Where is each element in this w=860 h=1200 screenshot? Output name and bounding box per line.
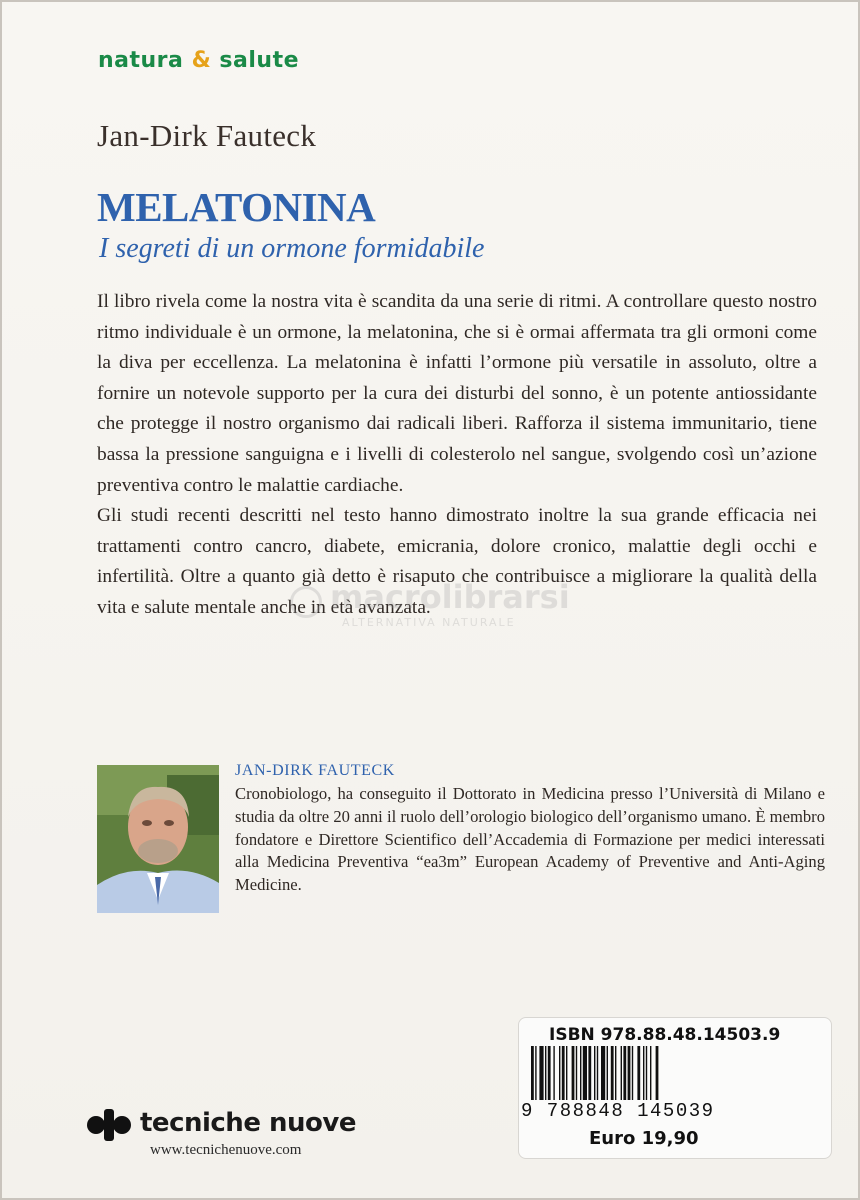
barcode-bar (607, 1046, 608, 1100)
publisher-url[interactable]: www.tecnichenuove.com (150, 1142, 302, 1158)
barcode-bar (632, 1046, 633, 1100)
barcode-bar (539, 1046, 543, 1100)
barcode-bar (597, 1046, 598, 1100)
bio-text: Cronobiologo, ha conseguito il Dottorato in Medicina presso l’Università di Milano e studia da oltre 20 anni il ruolo dell’orologio biologico dell’organismo umano. È membro fondatore e Direttore Scientifico dell’Accademia di Formazione per medici interessati alla Medicina Preventiva “ea3m” European Academy of Preventive and Anti-Aging Medicine. (235, 784, 825, 895)
barcode-bars (531, 1046, 761, 1100)
bio-author-name: JAN-DIRK FAUTECK (235, 762, 395, 779)
barcode-bar (621, 1046, 622, 1100)
book-subtitle: I segreti di un ormone formidabile (99, 233, 485, 264)
price-label: Euro 19,90 (589, 1128, 699, 1149)
barcode-bar (531, 1046, 534, 1100)
barcode-bar (576, 1046, 577, 1100)
barcode-bar (637, 1046, 640, 1100)
watermark (290, 578, 620, 638)
barcode-bar (566, 1046, 567, 1100)
barcode-bar (535, 1046, 536, 1100)
barcode-bar (559, 1046, 560, 1100)
barcode-bar (628, 1046, 631, 1100)
barcode-bar (545, 1046, 546, 1100)
series-logo (98, 48, 299, 73)
barcode-bar (615, 1046, 616, 1100)
author-portrait-image (97, 765, 219, 913)
barcode-bar (548, 1046, 551, 1100)
watermark-sub-text: ALTERNATIVA NATURALE (342, 616, 516, 629)
watermark-main-text: macrolibrarsi (330, 578, 570, 616)
author-name: Jan-Dirk Fauteck (97, 118, 317, 153)
book-title: MELATONINA (97, 184, 376, 230)
series-word-2: salute (219, 48, 300, 73)
barcode-sticker (518, 1017, 832, 1159)
publisher-logo-icon (84, 1105, 134, 1145)
watermark-logo-icon (290, 586, 322, 618)
barcode-bar (650, 1046, 651, 1100)
book-description (97, 287, 817, 624)
barcode-bar (623, 1046, 626, 1100)
barcode-bar (601, 1046, 605, 1100)
description-paragraph: Il libro rivela come la nostra vita è scandita da una serie di ritmi. A controllare questo nostro ritmo individuale è un ormone, la melatonina, che si è ormai affermata tra gli ormoni come la diva per eccellenza. La melatonina è infatti l’ormone più versatile in assoluto, oltre a fornire un notevole supporto per la cura dei disturbi del sonno, è un potente antiossidante che protegge il nostro organismo dai radicali liberi. Rafforza il sistema immunitario, tiene bassa la pressione sanguigna e i livelli di colesterolo nel sangue, svolgendo così un’azione preventiva contro le malattie cardiache. (97, 291, 817, 496)
barcode-bar (611, 1046, 614, 1100)
author-photo (97, 765, 219, 913)
barcode-bar (553, 1046, 554, 1100)
barcode-bar (580, 1046, 581, 1100)
barcode-bar (588, 1046, 591, 1100)
barcode-bar (656, 1046, 659, 1100)
description-paragraph: Gli studi recenti descritti nel testo hanno dimostrato inoltre la sua grande efficacia nei trattamenti contro cancro, diabete, emicrania, dolore cronico, malattie degli occhi e infertilità. Oltre a quanto già detto è risaputo che contribuisce a migliorare la qualità della vita e salute mentale anche in età avanzata. (97, 505, 817, 618)
isbn-label: ISBN 978.88.48.14503.9 (549, 1025, 781, 1045)
barcode-bar (583, 1046, 587, 1100)
barcode-bar (646, 1046, 647, 1100)
publisher-name: tecniche nuove (140, 1108, 356, 1138)
barcode-bar (572, 1046, 575, 1100)
barcode-bar (594, 1046, 595, 1100)
series-ampersand: & (191, 48, 212, 73)
barcode-bar (643, 1046, 644, 1100)
barcode-number: 9 788848 145039 (521, 1100, 715, 1122)
barcode-bar (562, 1046, 565, 1100)
series-word-1: natura (98, 48, 184, 73)
